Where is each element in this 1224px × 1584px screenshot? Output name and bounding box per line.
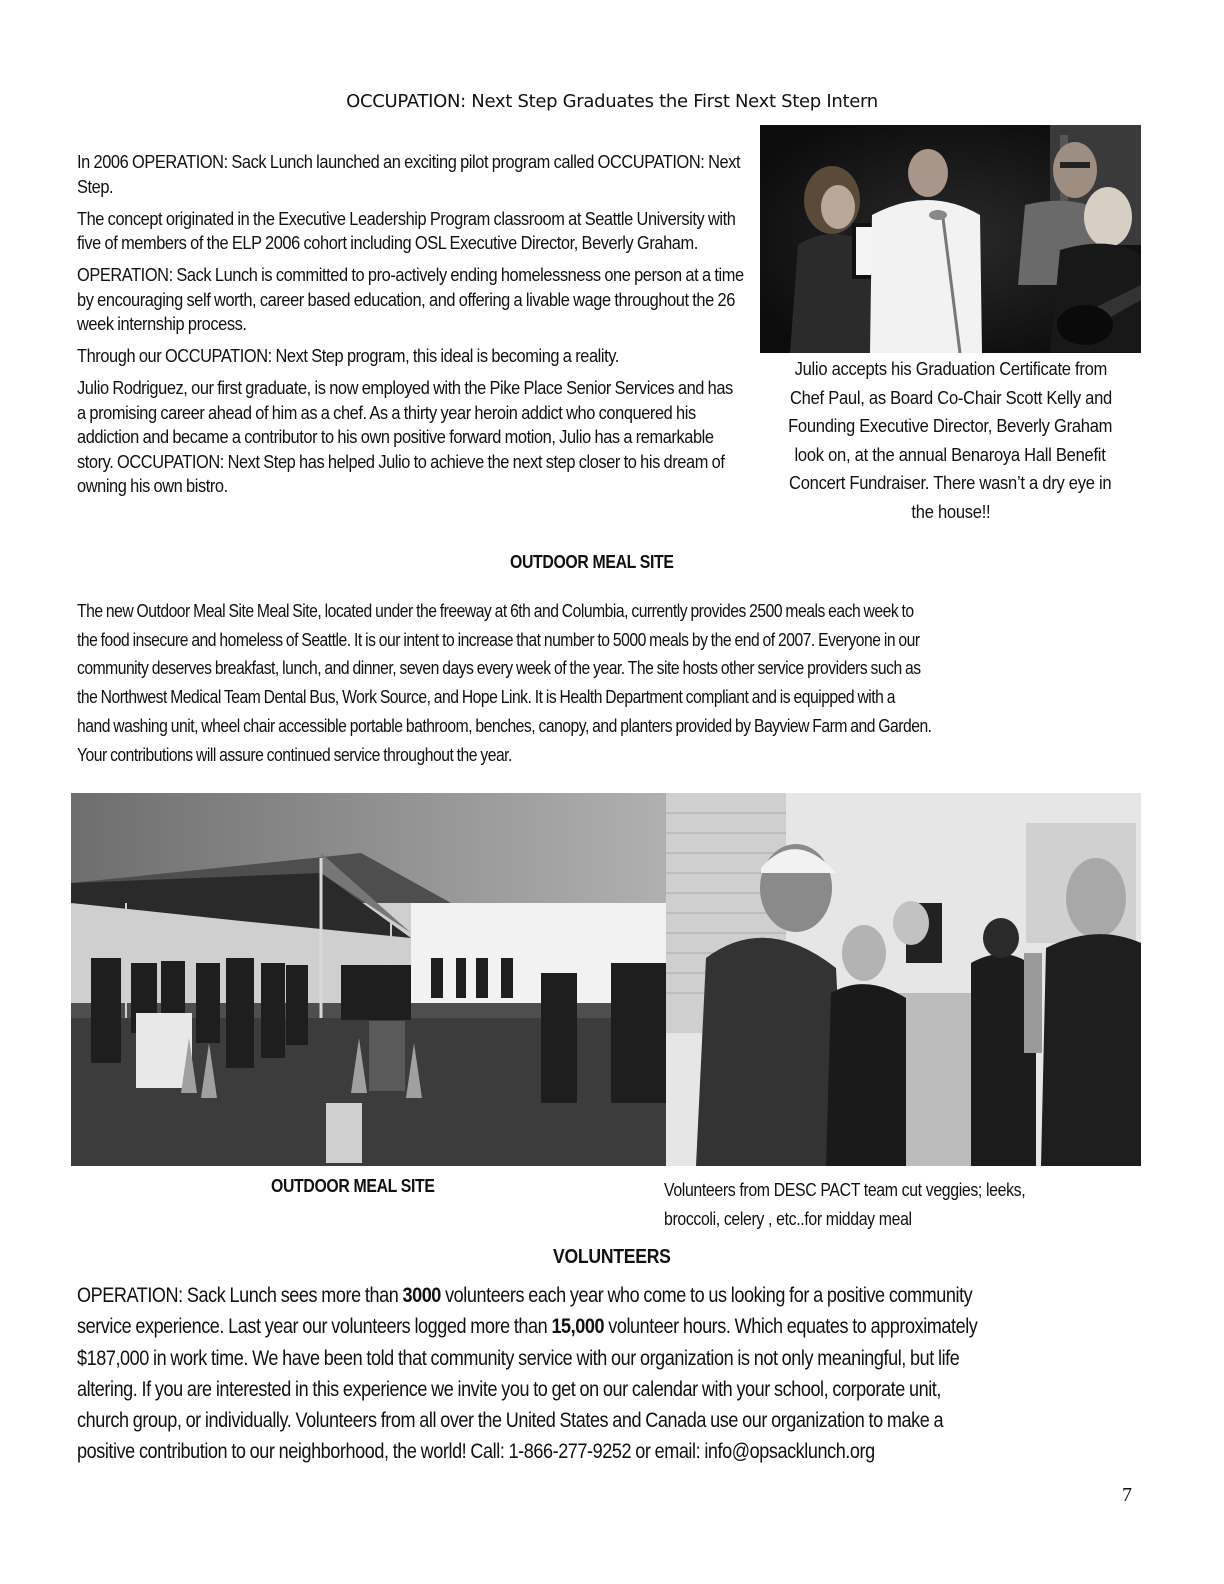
volunteers-kitchen-photo: [666, 793, 1141, 1166]
text-line: positive contribution to our neighborhood, the world! Call: 1-866-277-9252 or email: info@opsacklunch.org: [77, 1440, 875, 1464]
text-line: the Northwest Medical Team Dental Bus, Work Source, and Hope Link. It is Health Department compliant and is equipped with a: [77, 687, 895, 708]
caption-line: the house!!: [911, 501, 990, 522]
kitchen-photo-caption: [664, 1176, 1075, 1234]
paragraph: OPERATION: Sack Lunch is committed to pro-actively ending homelessness one person at a time by encouraging self worth, career based education, and offering a livable wage throughout the 26 week internship process.: [77, 265, 744, 334]
graduation-photo: [760, 125, 1141, 353]
paragraph: Julio Rodriguez, our first graduate, is now employed with the Pike Place Senior Services and has a promising career ahead of him as a chef. As a thirty year heroin addict who conquered his addiction and became a contributor to his own positive forward motion, Julio has a remarkable story. OCCUPATION: Next Step has helped Julio to achieve the next step closer to his dream of owning his own bistro.: [77, 378, 733, 496]
caption-line: Founding Executive Director, Beverly Graham: [788, 416, 1113, 436]
text-line: hand washing unit, wheel chair accessible portable bathroom, benches, canopy, and planters provided by Bayview Farm and Garden.: [77, 715, 932, 736]
text-line: community deserves breakfast, lunch, and dinner, seven days every week of the year. The site hosts other service providers such as: [77, 658, 921, 679]
outdoor-photo-caption: OUTDOOR MEAL SITE: [271, 1176, 435, 1196]
text-run: OPERATION: Sack Lunch sees more than: [77, 1284, 403, 1307]
page-number: 7: [1122, 1484, 1132, 1506]
volunteer-count: 3000: [402, 1284, 441, 1307]
text-line: Your contributions will assure continued service throughout the year.: [77, 744, 512, 765]
caption-line: Julio accepts his Graduation Certificate from: [794, 359, 1107, 379]
text-line: The new Outdoor Meal Site Meal Site, located under the freeway at 6th and Columbia, currently provides 2500 meals each week to: [77, 601, 914, 621]
text-run: service experience. Last year our volunteers logged more than: [77, 1315, 552, 1339]
text-line: [77, 1311, 989, 1342]
text-line: [77, 1280, 989, 1311]
graduation-photo-caption: [760, 355, 1141, 526]
text-line: church group, or individually. Volunteers from all over the United States and Canada use our organization to make a: [77, 1409, 944, 1433]
text-line: the food insecure and homeless of Seattle. It is our intent to increase that number to 5000 meals by the end of 2007. Everyone in our: [77, 629, 920, 650]
paragraph: In 2006 OPERATION: Sack Lunch launched an exciting pilot program called OCCUPATION: Next Step.: [77, 152, 741, 197]
volunteers-body: [77, 1280, 1137, 1468]
outdoor-meal-site-photo: [71, 793, 666, 1166]
caption-line: Volunteers from DESC PACT team cut veggies; leeks,: [664, 1180, 1026, 1200]
caption-line: look on, at the annual Benaroya Hall Benefit: [794, 444, 1106, 465]
text-line: $187,000 in work time. We have been told that community service with our organization is not only meaningful, but life: [77, 1346, 960, 1370]
outdoor-body: [77, 597, 1137, 769]
text-run: volunteer hours. Which equates to approximately: [604, 1315, 978, 1339]
section-heading-volunteers: [0, 1246, 1224, 1269]
volunteer-hours: 15,000: [551, 1315, 605, 1339]
heading-text: VOLUNTEERS: [553, 1246, 671, 1268]
text-run: volunteers each year who come to us looking for a positive community: [440, 1284, 973, 1307]
paragraph: The concept originated in the Executive Leadership Program classroom at Seattle University with five of members of the ELP 2006 cohort including OSL Executive Director, Beverly Graham.: [77, 208, 736, 253]
caption-line: Chef Paul, as Board Co-Chair Scott Kelly and: [789, 387, 1112, 408]
article-body: [77, 150, 745, 506]
article-title: OCCUPATION: Next Step Graduates the First Next Step Intern: [346, 91, 878, 112]
section-heading-outdoor: OUTDOOR MEAL SITE: [510, 552, 674, 572]
caption-line: broccoli, celery , etc..for midday meal: [664, 1209, 912, 1229]
caption-line: Concert Fundraiser. There wasn’t a dry eye in: [789, 473, 1112, 493]
text-line: altering. If you are interested in this experience we invite you to get on our calendar with your school, corporate unit,: [77, 1377, 941, 1401]
paragraph: Through our OCCUPATION: Next Step program, this ideal is becoming a reality.: [77, 346, 619, 366]
